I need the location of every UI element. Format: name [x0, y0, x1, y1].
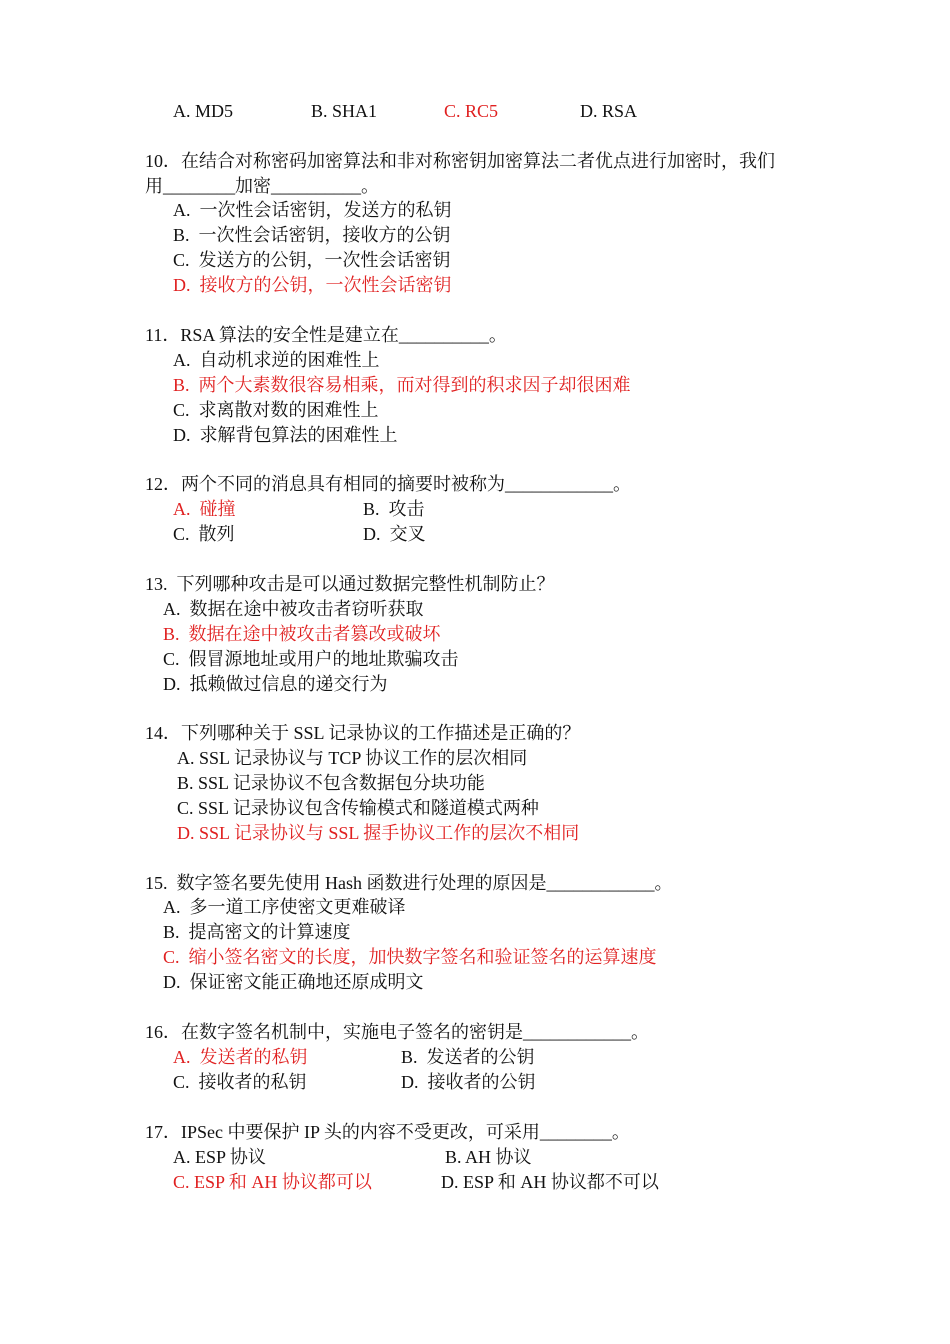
q14-option-b: B. SSL 记录协议不包含数据包分块功能 — [177, 773, 485, 793]
q9-option-a: A. MD5 — [173, 101, 234, 121]
q16-option-d: D. 接收者的公钥 — [401, 1072, 536, 1092]
q14-option-a: A. SSL 记录协议与 TCP 协议工作的层次相同 — [177, 748, 528, 768]
q10-option-b: B. 一次性会话密钥，接收方的公钥 — [173, 225, 451, 245]
q11-stem: 11．RSA 算法的安全性是建立在__________。 — [145, 325, 507, 345]
q15-option-c-answer: C. 缩小签名密文的长度，加快数字签名和验证签名的运算速度 — [163, 947, 657, 967]
q13-option-d: D. 抵赖做过信息的递交行为 — [163, 674, 388, 694]
q12-stem: 12．两个不同的消息具有相同的摘要时被称为____________。 — [145, 474, 631, 494]
q12-option-d: D. 交叉 — [363, 524, 426, 544]
q12-option-b: B. 攻击 — [363, 499, 425, 519]
q13-option-b-answer: B. 数据在途中被攻击者篡改或破坏 — [163, 624, 441, 644]
q17-option-c-answer: C. ESP 和 AH 协议都可以 — [173, 1172, 372, 1192]
q17-option-d: D. ESP 和 AH 协议都不可以 — [441, 1172, 659, 1192]
q10-option-d-answer: D. 接收方的公钥，一次性会话密钥 — [173, 275, 452, 295]
q17-option-a: A. ESP 协议 — [173, 1147, 266, 1167]
q9-option-c-answer: C. RC5 — [444, 101, 499, 121]
q11-option-d: D. 求解背包算法的困难性上 — [173, 425, 398, 445]
q10-stem-line2: 用________加密__________。 — [145, 176, 379, 196]
q10-option-c: C. 发送方的公钥，一次性会话密钥 — [173, 250, 451, 270]
q17-option-b: B. AH 协议 — [445, 1147, 532, 1167]
q13-option-a: A. 数据在途中被攻击者窃听获取 — [163, 599, 424, 619]
q14-stem: 14．下列哪种关于 SSL 记录协议的工作描述是正确的？ — [145, 723, 581, 743]
q15-option-d: D. 保证密文能正确地还原成明文 — [163, 972, 424, 992]
q10-stem-line1: 10．在结合对称密码加密算法和非对称密钥加密算法二者优点进行加密时，我们 — [145, 151, 775, 171]
q15-stem: 15. 数字签名要先使用 Hash 函数进行处理的原因是____________。 — [145, 873, 673, 893]
q11-option-a: A. 自动机求逆的困难性上 — [173, 350, 380, 370]
q15-option-a: A. 多一道工序使密文更难破译 — [163, 897, 406, 917]
q16-option-a-answer: A. 发送者的私钥 — [173, 1047, 308, 1067]
q16-option-c: C. 接收者的私钥 — [173, 1072, 307, 1092]
q9-option-d: D. RSA — [580, 101, 638, 121]
q13-option-c: C. 假冒源地址或用户的地址欺骗攻击 — [163, 649, 459, 669]
q13-stem: 13. 下列哪种攻击是可以通过数据完整性机制防止？ — [145, 574, 555, 594]
q12-option-c: C. 散列 — [173, 524, 235, 544]
q10-option-a: A. 一次性会话密钥，发送方的私钥 — [173, 200, 452, 220]
q11-option-c: C. 求离散对数的困难性上 — [173, 400, 379, 420]
q14-option-d-answer: D. SSL 记录协议与 SSL 握手协议工作的层次不相同 — [177, 823, 580, 843]
q15-option-b: B. 提高密文的计算速度 — [163, 922, 351, 942]
q16-stem: 16．在数字签名机制中，实施电子签名的密钥是____________。 — [145, 1022, 649, 1042]
q12-option-a-answer: A. 碰撞 — [173, 499, 236, 519]
q17-stem: 17．IPSec 中要保护 IP 头的内容不受更改，可采用________。 — [145, 1122, 630, 1142]
q11-option-b-answer: B. 两个大素数很容易相乘，而对得到的积求因子却很困难 — [173, 375, 631, 395]
q14-option-c: C. SSL 记录协议包含传输模式和隧道模式两种 — [177, 798, 539, 818]
q9-option-b: B. SHA1 — [311, 101, 378, 121]
q16-option-b: B. 发送者的公钥 — [401, 1047, 535, 1067]
